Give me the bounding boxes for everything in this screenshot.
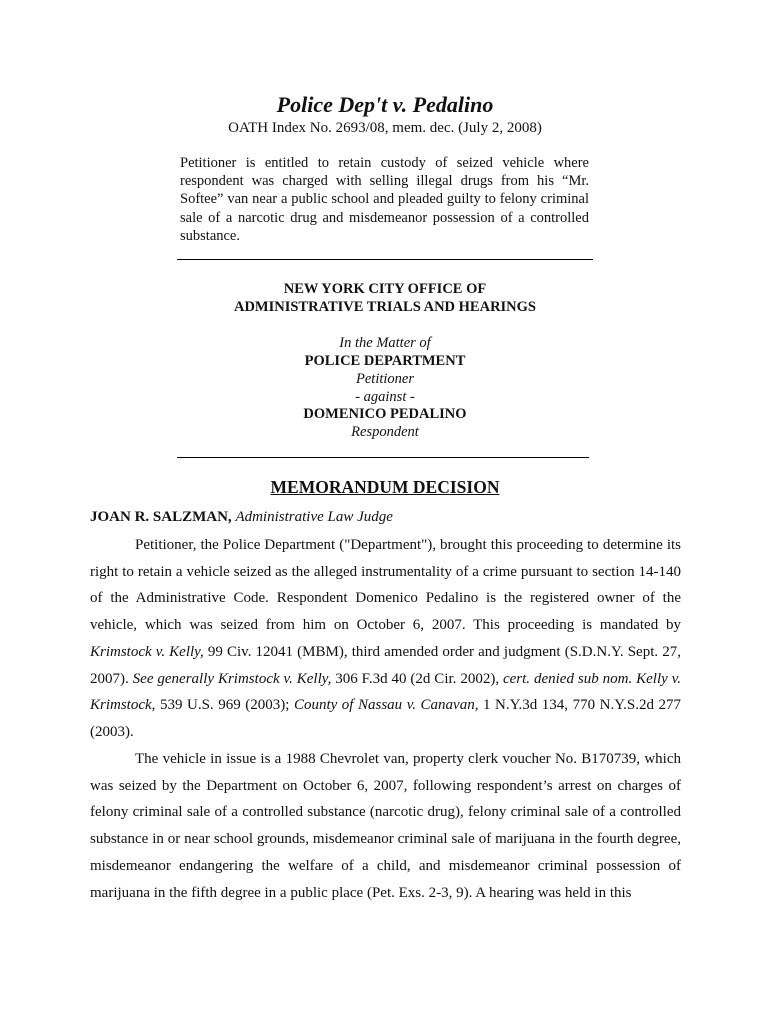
- case-summary: Petitioner is entitled to retain custody of seized vehicle where respondent was charged with selling illegal drugs from his “Mr. Softee” van near a public school and pleaded guilty to felony criminal sale of a narcotic drug and misdemeanor possession of a controlled substance.: [180, 155, 589, 244]
- respondent-name: DOMENICO PEDALINO: [303, 406, 467, 422]
- paragraph-2: The vehicle in issue is a 1988 Chevrolet van, property clerk voucher No. B170739, which was seized by the Department on October 6, 2007, following respondent’s arrest on charges of felony criminal sale of a controlled substance (narcotic drug), felony criminal sale of a controlled substance in or near school grounds, misdemeanor criminal sale of marijuana in the fourth degree, misdemeanor endangering the welfare of a child, and misdemeanor criminal possession of marijuana in the fifth degree in a public place (Pet. Exs. 2-3, 9). A hearing was held in this: [90, 751, 681, 901]
- citation-krimstock: Krimstock v. Kelly,: [90, 643, 204, 660]
- oath-index-line: OATH Index No. 2693/08, mem. dec. (July 2, 2008): [228, 120, 542, 136]
- agency-name-line2: ADMINISTRATIVE TRIALS AND HEARINGS: [233, 299, 536, 315]
- against-label: - against -: [355, 389, 415, 405]
- citation-see-generally: See generally Krimstock v. Kelly,: [132, 670, 332, 687]
- judge-title: Administrative Law Judge: [235, 509, 393, 525]
- paragraph-1-text: 539 U.S. 969 (2003);: [155, 697, 294, 714]
- judge-line: [90, 509, 393, 526]
- petitioner-label: Petitioner: [356, 371, 414, 387]
- paragraph-1-text: 1 N.Y.3d 134, 770 N.Y.S.2d 277 (2003).: [90, 697, 681, 740]
- case-title: Police Dep't v. Pedalino: [276, 92, 494, 117]
- paragraph-1-text: 306 F.3d 40 (2d Cir. 2002),: [331, 670, 503, 687]
- judge-name: JOAN R. SALZMAN,: [90, 509, 232, 525]
- paragraph-1: [90, 532, 681, 746]
- divider-top: [177, 259, 593, 260]
- citation-nassau: County of Nassau v. Canavan,: [293, 697, 479, 714]
- divider-bottom: [177, 457, 589, 458]
- respondent-label: Respondent: [351, 424, 419, 440]
- citation-cert-denied: cert. denied sub nom. Kelly v. Krimstock,: [90, 670, 681, 714]
- paragraph-1-text: 99 Civ. 12041 (MBM), third amended order and judgment (S.D.N.Y. Sept. 27, 2007).: [90, 643, 681, 687]
- agency-name-line1: NEW YORK CITY OFFICE OF: [283, 281, 487, 297]
- petitioner-name: POLICE DEPARTMENT: [304, 353, 466, 369]
- paragraph-1-text: Petitioner, the Police Department ("Department"), brought this proceeding to determine its right to retain a vehicle seized as the alleged instrumentality of a crime pursuant to section 14-140 of the Administrative Code. Respondent Domenico Pedalino is the registered owner of the vehicle, which was seized from him on October 6, 2007. This proceeding is mandated by: [90, 537, 681, 634]
- in-the-matter-of: In the Matter of: [339, 335, 431, 351]
- memorandum-heading: MEMORANDUM DECISION: [270, 477, 500, 497]
